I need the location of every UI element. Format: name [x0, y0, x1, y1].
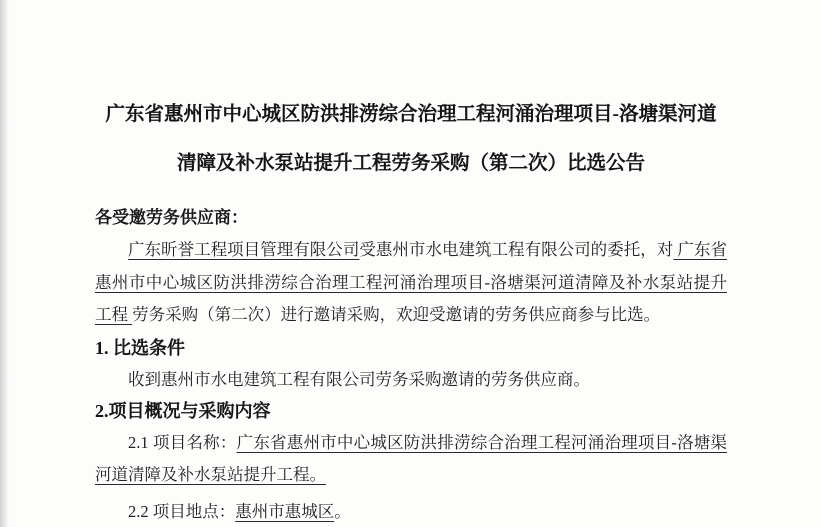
commission-text: 受惠州市水电建筑工程有限公司的委托，对	[359, 240, 674, 259]
item-2-1-label: 2.1 项目名称：	[128, 432, 237, 452]
document-content	[95, 0, 727, 525]
item-2-2-value-underlined: 惠州市惠城区	[235, 501, 335, 521]
item-2-1-value-underlined: 广东省惠州市中心城区防洪排涝综合治理工程河涌治理项目-洛塘渠河道清障及补水泵站提升工程。	[95, 432, 728, 484]
salutation: 各受邀劳务供应商：	[95, 208, 248, 227]
agent-company-name: 广东昕誉工程项目管理有限公司	[128, 240, 360, 259]
section-1-heading: 1. 比选条件	[95, 337, 185, 358]
item-2-1-project-name	[95, 427, 727, 492]
project-name-underlined: 广东省惠州市中心城区防洪排涝综合治理工程河涌治理项目-洛塘渠河道清障及补水泵站提升工程	[95, 240, 728, 324]
intro-tail-text: 劳务采购（第二次）进行邀请采购，欢迎受邀请的劳务供应商参与比选。	[132, 305, 661, 324]
document-title-line-2: 清障及补水泵站提升工程劳务采购（第二次）比选公告	[176, 153, 645, 174]
intro-paragraph	[95, 234, 727, 332]
item-2-2-suffix: 。	[334, 501, 351, 521]
item-2-2-project-location	[95, 499, 727, 525]
item-2-2-label: 2.2 项目地点：	[128, 501, 236, 521]
section-1-body: 收到惠州市水电建筑工程有限公司劳务采购邀请的劳务供应商。	[128, 369, 590, 389]
section-2-heading: 2.项目概况与采购内容	[95, 400, 271, 421]
scan-edge-shadow	[0, 0, 9, 527]
document-title-line-1: 广东省惠州市中心城区防洪排涝综合治理工程河涌治理项目-洛塘渠河道	[105, 104, 717, 125]
